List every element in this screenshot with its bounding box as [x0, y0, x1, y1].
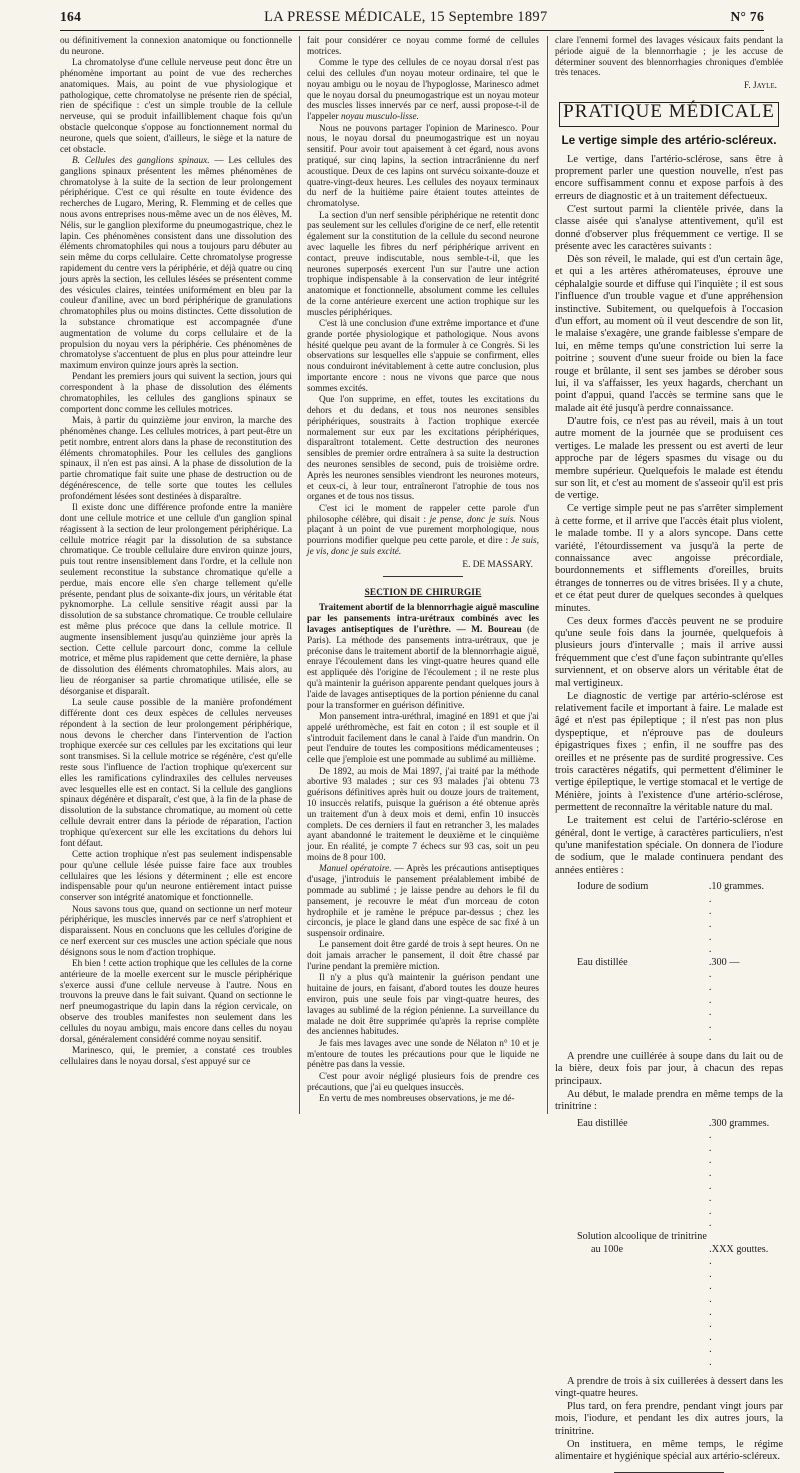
paragraph: Il n'y a plus qu'à maintenir la guérison pendant une huitaine de jours, en faisant, d'abord toutes les douze heures environ, puis une seule fois par vingt-quatre heures, des lavages au sublimé de la région pénienne. La surveillance du malade ne doit être supprimée qu'après la reprise complète des anciennes habitudes. [307, 973, 539, 1038]
page-header [60, 6, 764, 28]
paragraph: Le pansement doit être gardé de trois à sept heures. On ne doit jamais arracher le pansement, il doit être chassé par l'urine pendant la première miction. [307, 940, 539, 973]
paragraph: La seule cause possible de la manière profondément différente dont ces deux espèces de cellules nerveuses répondent à la section de leur prolongement périphérique, nous devons le chercher dans l'intervention de l'action trophique exercée sur ces cellules par les excitations qui leur sont transmises. Si la cellule motrice se régénère, c'est qu'elle reste sous l'influence de l'action trophique qu'exercent sur elles les ramifications cylindraxiles des cellules nerveuses avec lesquelles elle est en contact. Si la cellule des ganglions spinaux dégénère et disparaît, c'est que, à la fin de la phase de dissolution de la substance chromatique, au moment où cette cellule devrait entrer dans la période de réparation, l'action trophique qu'exercent sur elle les excitations du dehors lui font défaut. [60, 698, 292, 849]
italic-quote: je pense, donc je suis. [429, 514, 516, 525]
paragraph: Eh bien ! cette action trophique que les cellules de la corne antérieure de la moelle exercent sur le muscle périphérique s'exerce aussi d'une cellule nerveuse à l'autre. Nous en trouvons la preuve dans le fait suivant. Quand on sectionne le nerf pneumogastrique du lapin dans la région cervicale, on observe des troubles manifestes non seulement dans les cellules du noyau ambigu, mais encore dans celles du noyau dorsal, généralement considéré comme noyau sensitif. [60, 959, 292, 1045]
leader-dots: . . . . . . [708, 881, 712, 956]
subsection-label: B. Cellules des ganglions spinaux. [72, 155, 210, 166]
quantity: 10 grammes. [711, 881, 765, 893]
italic-term: noyau musculo-lisse. [340, 112, 419, 123]
paragraph: On instituera, en même temps, le régime alimentaire et hygiénique spécial aux artério-scléreux. [555, 1438, 783, 1463]
subsection-label: Manuel opératoire. [319, 864, 392, 875]
leader-dots: . . . . . . . . . [708, 1117, 712, 1230]
paragraph: A prendre une cuillérée à soupe dans du lait ou de la bière, deux fois par jour, à chacun des repas principaux. [555, 1051, 783, 1087]
column-divider [547, 36, 548, 1114]
prescription-2 [577, 1118, 783, 1370]
paragraph [307, 864, 539, 940]
paragraph: Plus tard, on fera prendre, pendant vingt jours par mois, l'iodure, et pendant les dix autres jours, la trinitrine. [555, 1400, 783, 1437]
header-rule [60, 30, 764, 31]
paragraph-text: Nous plaçant à un point de vue purement morphologique, nous pourrions modifier quelque peu cette parole, et dire : [307, 514, 539, 547]
column-1 [60, 36, 292, 1116]
paragraph: C'est pour avoir négligé plusieurs fois de prendre ces précautions, que j'ai eu quelques insuccès. [307, 1071, 539, 1093]
paragraph: ou définitivement la connexion anatomique ou fonctionnelle du neurone. [60, 36, 292, 57]
column-2 [307, 36, 539, 1116]
quantity [718, 1231, 783, 1244]
quantity: 300 — [711, 956, 740, 968]
italic-quote: Je suis, je vis, donc je suis excité. [307, 536, 540, 558]
article-title: Traitement abortif de la blennorrhagie aiguë masculine par les pansements intra-urétraux combinés avec les lavages antiseptiques de l'urèthre. — M. Boureau [307, 603, 539, 635]
paragraph: D'autre fois, ce n'est pas au réveil, mais à un tout autre moment de la journée que se produisent ces vertiges. Le malade les pressent ou est averti de leur approche par de légers spasmes du visage ou du membre supérieur. Quelquefois le malade est étendu sur son lit, et c'est au moment de s'asseoir qu'il est pris de vertige. [555, 415, 783, 502]
quantity: 300 grammes. [711, 1117, 770, 1129]
paragraph: Que l'on supprime, en effet, toutes les excitations du dehors et du dedans, et tous nos neurones sensibles périphériques, soustraits à l'action trophique exercée normalement sur eux par les excitations périphériques, disparaîtront totalement. Cette destruction des neurones sensibles de premier ordre entraînera à sa suite la destruction des neurones sensibles de second, puis de troisième ordre. Après les neurones sensibles viendront les neurones moteurs, et ceux-ci, à leur tour, entraîneront l'atrophie de tous nos organes et de tous nos tissus. [307, 395, 539, 503]
paragraph: Le vertige, dans l'artério-sclérose, sans être à proprement parler une question nouvelle, n'est pas encore suffisamment connu et expose parfois à des erreurs de diagnostic et à un traitement défectueux. [555, 153, 783, 202]
section-banner-title: PRATIQUE MÉDICALE [563, 100, 775, 122]
ingredient: Iodure de sodium [577, 881, 649, 893]
paragraph: fait pour considérer ce noyau comme formé de cellules motrices. [307, 36, 539, 57]
leader-dots: . . . . . . . . . . [709, 1243, 712, 1368]
ingredient: au 100e [591, 1243, 623, 1255]
prescription-line [577, 957, 783, 1045]
prescription-line [577, 881, 783, 957]
author-signature: E. DE MASSARY. [462, 559, 533, 570]
article-title: Le vertige simple des artério-scléreux. [561, 132, 777, 147]
paragraph: Je fais mes lavages avec une sonde de Nélaton n° 10 et je m'entoure de toutes les précautions pour que le liquide ne pénètre pas dans la vessie. [307, 1038, 539, 1071]
section-banner [559, 102, 779, 127]
paragraph [307, 504, 539, 558]
paragraph: A prendre de trois à six cuillerées à dessert dans les vingt-quatre heures. [555, 1375, 783, 1399]
ingredient: Eau distillée [577, 956, 628, 968]
ingredient: Solution alcoolique de trinitrine [577, 1230, 707, 1242]
paragraph: Le diagnostic de vertige par artério-sclérose est relativement facile et important à faire. Le malade est âgé et n'est pas épileptique ; il n'est pas non plus dyspeptique, et n'éprouve pas de douleurs épigastriques fixes ; enfin, il ne souffre pas des oreilles et ne présente pas de surdité progressive. Ces trois caractères négatifs, qui permettent d'éliminer le vertige épileptique, le vertige stomacal et le vertige de Ménière, joints à l'existence d'une artério-sclérose, permettent de reconnaître la véritable nature du mal. [555, 690, 783, 814]
paragraph: En vertu de mes nombreuses observations, je me dé- [319, 1094, 515, 1105]
leader-dots: . . . . . . . [708, 956, 712, 1044]
page-number: 164 [60, 9, 82, 24]
paragraph-text: — Après les précautions antiseptiques d'usage, j'introduis le pansement préalablement imbibé de pommade au sublimé ; je laisse pendre au dehors le fil du pansement, je recouvre le méat d'un morceau de coton hydrophile et je ramène le prépuce par-dessus ; chez les circoncis, je place le gland dans une espèce de sac fixé à un suspensoir ordinaire. [307, 864, 539, 940]
paragraph-text: C'est ici le moment de rappeler cette parole d'un philosophe célèbre, qui disait : [307, 503, 539, 525]
section-heading: SECTION DE CHIRURGIE [364, 586, 482, 597]
paragraph: C'est surtout parmi la clientèle privée, dans la classe aisée qui s'analyse attentivement, qu'il est donné d'observer plus fréquemment ce vertige. Il se présente avec les caractères suivants : [555, 203, 783, 253]
paragraph: Nous ne pouvons partager l'opinion de Marinesco. Pour nous, le noyau dorsal du pneumogastrique est un noyau sensitif. Pour avoir tout apaisement à cet égard, nous avons pratiqué, sur cinq lapins, la section intracrânienne du nerf acoustique. Deux de ces lapins ont survécu soixante-douze et quatre-vingt-deux heures. Les cellules des noyaux terminaux du nerf de la huitième paire étaient toutes atteintes de chromatolyse. [307, 123, 539, 210]
divider [383, 576, 463, 577]
column-divider [299, 36, 300, 1114]
paragraph: Pendant les premiers jours qui suivent la section, jours qui correspondent à la phase de dissolution des éléments chromatophiles, les cellules des ganglions spinaux se comportent donc comme les cellules motrices. [60, 372, 292, 415]
paragraph: La chromatolyse d'une cellule nerveuse peut donc être un phénomène important au point de vue des recherches anatomiques. Mais, au point de vue physiologique et pathologique, cette chromatolyse ne présente rien de spécial, rien de spécifique : c'est un simple trouble de la cellule nerveuse, qui se produit infailliblement chaque fois qu'un obstacle quelconque s'oppose au fonctionnement normal du neurone, quels que soient, d'ailleurs, le siège et la nature de cet obstacle. [60, 58, 292, 155]
prescription-line [577, 1244, 783, 1370]
paragraph: Au début, le malade prendra en même temps de la trinitrine : [555, 1088, 783, 1113]
end-rule [614, 1472, 724, 1473]
article-heading [307, 603, 539, 711]
ingredient: Eau distillée [577, 1117, 628, 1129]
paragraph [60, 156, 292, 372]
paragraph: Il existe donc une différence profonde entre la manière dont une cellule motrice et une cellule d'un ganglion spinal réagissent à la section de leur prolongement périphérique. La cellule motrice réagit par la dissolution de sa substance chromatique. Ce trouble cellulaire dure environ quinze jours, puis tout rentre insensiblement dans l'ordre, et la cellule non seulement reconstitue la substance chromatique qu'elle a perdue, mais encore elle s'en charge tellement qu'elle présente, pendant plus de soixante-dix jours, un véritable état pyknomorphe. La cellule sensitive réagit aussi par la dissolution de sa substance chromatique. Ce trouble cellulaire est même plus précoce que dans la cellule motrice. Il augmente insensiblement jusqu'au quinzième jour après la section. Cette cellule parcourt donc, comme la cellule motrice, et même plus rapidement que cette dernière, la phase de dissolution des éléments chromatophiles. Mais alors, au lieu de réorganiser sa partie chromatique utilisée, elle se désorganise et disparaît. [60, 503, 292, 697]
paragraph: Marinesco, qui, le premier, a constaté ces troubles cellulaires dans le noyau dorsal, s'est appuyé sur ce [60, 1046, 292, 1067]
paragraph: La section d'un nerf sensible périphérique ne retentit donc pas seulement sur les cellules d'origine de ce nerf, elle retentit également sur la constitution de la cellule du second neurone avec laquelle les fibres du nerf périphérique arrivent en contact, preuve indiscutable, nous semble-t-il, que les neurones superposés exercent l'un sur l'autre une action trophique indispensable à la conservation de leur intégrité anatomique et fonctionnelle, absolument comme les cellules de la corne antérieure exercent une action trophique sur les muscles périphériques. [307, 210, 539, 318]
paragraph [307, 58, 539, 123]
paragraph-text: — Les cellules des ganglions spinaux présentent les mêmes phénomènes de chromatolyse à la suite de la section de leur prolongement périphérique. C'est ce qui résulte en toute évidence des recherches de Lugaro, Mering, R. Flemming et de celles que nous avons entreprises nous-même avec un de nos élèves, M. Nélis, sur le ganglion plexiforme du pneumogastrique, chez le lapin. Ces phénomènes consistent dans une dissolution des éléments chromatophiles qui nous a toujours paru débuter au sein même du corps cellulaire. Cette chromatolyse progresse rapidement du centre vers la périphérie, et déjà quatre ou cinq jours après la section, les cellules lésées se présentent comme des vésicules claires, teintées uniformément en bleu par la couleur d'aniline, avec un bord périphérique de granulations chromatophiles plus ou moins distinctes. Cette dissolution de la substance chromatique est accompagnée d'une augmentation de volume du corps cellulaire et de la propulsion du noyau vers la périphérie. Ces phénomènes de chromatolyse s'accentuent de plus en plus pour atteindre leur maximum environ quinze jours après la section. [60, 155, 292, 372]
paragraph: Ce vertige simple peut ne pas s'arrêter simplement à cette forme, et il arrive que l'accès était plus violent, le malade tombe. Il y a alors syncope. Dans cette variété, l'étourdissement va jusqu'à la perte de connaissance avec angoisse précordiale, bourdonnements et sifflements d'oreilles, bruits étranges de tonnerres ou de vitres brisées. Il y a chute, et ce état peut durer de quelques secondes à quelques minutes. [555, 503, 783, 614]
issue-number: N° 76 [730, 9, 764, 24]
column-3 [555, 36, 783, 1463]
paragraph: Nous savons tous que, quand on sectionne un nerf moteur périphérique, les muscles innervés par ce nerf s'atrophient et disparaissent. Nous en concluons que les cellules d'origine de ce nerf exercent sur ces muscles une action spéciale que nous désignons sous le nom d'action trophique. [60, 904, 292, 958]
prescription-1 [577, 881, 783, 1045]
journal-title: LA PRESSE MÉDICALE, 15 Septembre 1897 [264, 8, 548, 25]
paragraph: Mon pansement intra-uréthral, imaginé en 1891 et que j'ai appelé uréthromèche, est fait en coton ; il est souple et il s'introduit facilement dans le canal à l'aide d'un mandrin. On peut l'enduire de toutes les compositions médicamenteuses ; celle que j'emploie est une pommade au sublimé au millième. [307, 711, 539, 766]
prescription-line [577, 1231, 783, 1244]
quantity: XXX gouttes. [711, 1243, 769, 1255]
paragraph: Ces deux formes d'accès peuvent ne se produire qu'une seule fois dans la journée, quelquefois à plusieurs jours d'intervalle ; mais il arrive aussi fréquemment que c'est d'une façon subintrante qu'elles surviennent, et on observe alors un véritable état de mal vertigineux. [555, 615, 783, 689]
author-signature: F. Jayle. [743, 81, 777, 92]
paragraph: Mais, à partir du quinzième jour environ, la marche des phénomènes change. Les cellules motrices, à part peut-être un petit nombre, entrent alors dans la phase de reconstitution des éléments chromatophiles. Pour les cellules des ganglions spinaux, il n'en est pas ainsi. A la phase de dissolution de la partie chromatique fait suite une phase de destruction ou de dégénérescence, de telle sorte que toutes les cellules profondément lésées sont destinées à disparaître. [60, 416, 292, 502]
paragraph: C'est là une conclusion d'une extrême importance et d'une grande portée physiologique et pathologique. Nous avons hésité quelque peu avant de la formuler à ce Congrès. Si les observations sur lesquelles elle s'appuie se confirment, elles nous conduiront inévitablement à cette autre conclusion, plus importante encore : nous ne vivons que parce que nous sommes excités. [307, 319, 539, 394]
prescription-line [577, 1118, 783, 1231]
paragraph: De 1892, au mois de Mai 1897, j'ai traité par la méthode abortive 93 malades ; sur ces 93 malades j'ai obtenu 73 guérisons définitives après huit ou douze jours de traitement, 10 insuccès relatifs, puisque la guérison a été obtenue après un traitement d'un à deux mois et demi, enfin 10 insuccès complets. De ces derniers il faut en retrancher 3, les malades ayant abandonné le traitement le deuxième et le cinquième jour. En réalité, je compte 7 échecs sur 93 cas, soit un peu moins de 8 pour 100. [307, 766, 539, 863]
paragraph: Dès son réveil, le malade, qui est d'un certain âge, et qui a les artères athéromateuses, éprouve une céphalalgie sourde et diffuse qui l'inquiète ; il est sous l'influence d'un trouble vague et d'une appréhension instinctive. Subitement, ou quelquefois à l'occasion d'un effort, au moment où il veut descendre de son lit, le malaise s'exagère, une grande faiblesse s'empare de lui, en même temps qu'une constriction lui serre la poitrine ; souvent d'une sueur froide ou bien la face rouge et brûlante, il sent ses jambes se dérober sous lui, il va s'affaisser, les yeux hagards, cherchant un point d'appui, quand l'accès se termine sans que le malade ait été jusqu'à perdre connaissance. [555, 254, 783, 414]
paragraph: Le traitement est celui de l'artério-sclérose en général, dont le vertige, à caractères particuliers, n'est qu'une manifestation spéciale. On donnera de l'iodure de sodium, que le malade continuera pendant des années entières : [555, 815, 783, 876]
paragraph-text: Comme le type des cellules de ce noyau dorsal n'est pas celui des cellules d'un noyau moteur ordinaire, tel que le noyau ambigu ou le noyau de l'hypoglosse, Marinesco admet que le noyau dorsal du pneumogastrique est un noyau moteur des muscles lisses innervés par ce nerf, aussi propose-t-il de l'appeler [307, 58, 539, 123]
paragraph-text: (de Paris). La méthode des pansements intra-urétraux, que je préconise dans le traitement abortif de la blennorrhagie aiguë, enraye l'écoulement dans les vingt-quatre heures quand elle est appliquée dès l'origine de l'écoulement ; il ne reste plus qu'à maintenir la guérison apparente pendant quelques jours à l'aide de lavages antiseptiques de la portion pénienne du canal pour la transformer en guérison définitive. [307, 625, 539, 711]
paragraph: Cette action trophique n'est pas seulement indispensable pour qu'une cellule lésée puisse faire face aux troubles cellulaires que les lésions y déterminent ; elle est encore indispensable pour qu'un neurone entièrement intact puisse conserver son intégrité anatomique et fonctionnelle. [60, 849, 292, 904]
paragraph: clare l'ennemi formel des lavages vésicaux faits pendant la période aiguë de la blennorrhagie ; je les accuse de déterminer souvent des blennorrhagies chroniques d'emblée très tenaces. [555, 36, 783, 79]
